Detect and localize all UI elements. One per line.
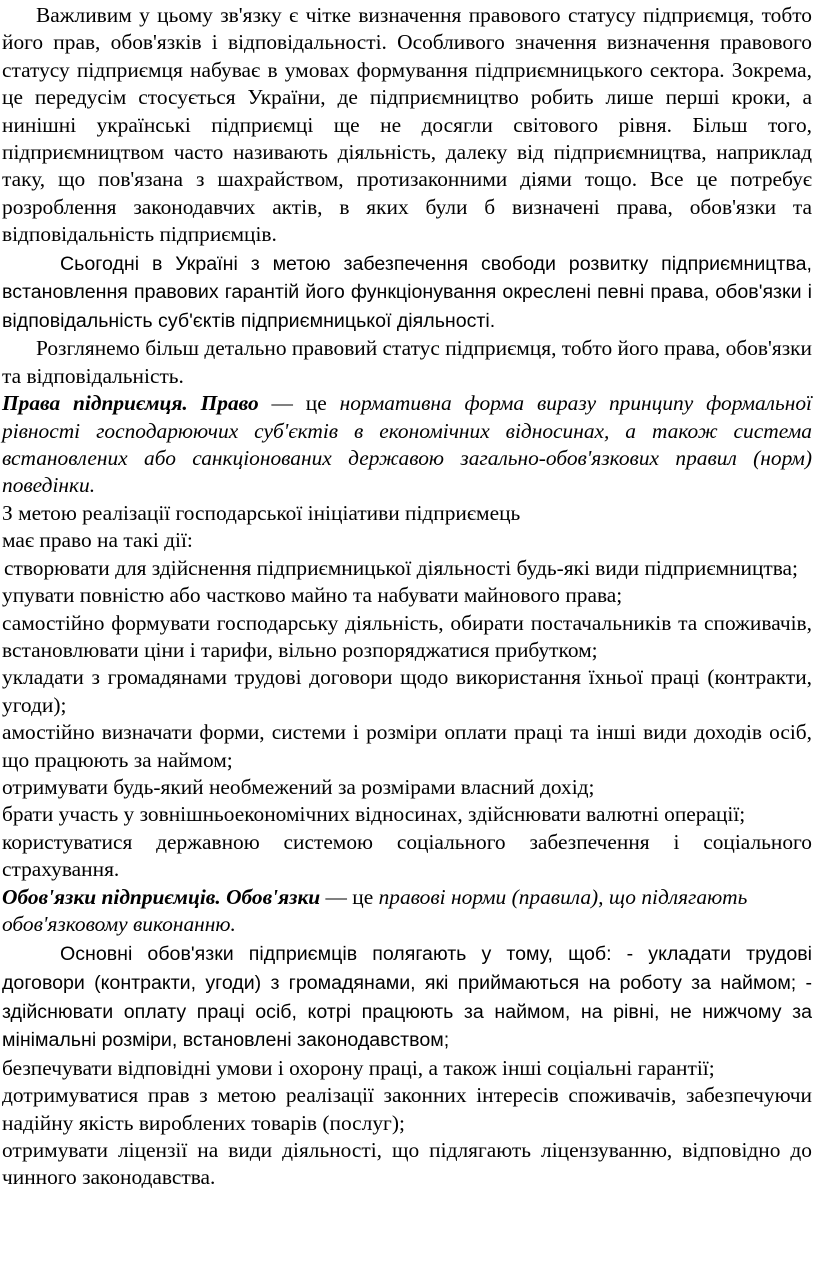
duties-list [2, 1055, 812, 1192]
duties-list-item: дотримуватися прав з метою реалізації законних інтересів споживачів, забезпечуючи надійну якість вироблених товарів (послуг); [2, 1083, 812, 1135]
rights-list-item: брати участь у зовнішньоекономічних відносинах, здійснювати валютні операції; [2, 802, 746, 827]
rights-list-item: укладати з громадянами трудові договори щодо використання їхньої праці (контракти, угоди); [2, 665, 812, 717]
paragraph-main-duties: Основні обов'язки підприємців полягають у тому, щоб: - укладати трудові договори (контракти, угоди) з громадянами, які приймаються на роботу за наймом; - здійснювати оплату праці осіб, котрі працюють за наймом, на рівні, не нижчому за мінімальні розміри, встановлені законодавством; [2, 943, 812, 1052]
duties-dash: — це [320, 884, 379, 909]
rights-term: Право [200, 391, 259, 416]
rights-dash: — це [258, 391, 340, 416]
duties-heading: Обов'язки підприємців. [2, 884, 221, 909]
rights-list-item: створювати для здійснення підприємницької діяльності будь-які види підприємництва; [4, 555, 798, 580]
rights-list-item: користуватися державною системою соціального забезпечення і соціального страхування. [2, 829, 812, 882]
rights-list-item: упувати повністю або частково майно та набувати майнового права; [2, 583, 623, 608]
paragraph-ukraine-guarantees: Сьогодні в Україні з метою забезпечення свободи розвитку підприємництва, встановлення правових гарантій його функціонування окреслені певні права, обов'язки і відповідальність суб'єктів підприємницької діяльності. [2, 252, 812, 332]
rights-list-item: амостійно визначати форми, системи і розміри оплати праці та інші види доходів осіб, що працюють за наймом; [2, 720, 812, 772]
rights-list-item: отримувати будь-який необмежений за розмірами власний дохід; [2, 774, 595, 799]
duties-definition: правові норми (правила), що підлягають обов'язковому виконанню. [2, 884, 748, 936]
duties-list-item: отримувати ліцензії на види діяльності, що підлягають ліцензуванню, відповідно до чинного законодавства. [2, 1137, 812, 1190]
paragraph-consider-status: Розглянемо більш детально правовий статус підприємця, тобто його права, обов'язки та відповідальність. [2, 336, 812, 388]
rights-intro-line-1: З метою реалізації господарської ініціативи підприємець [2, 500, 521, 525]
rights-definition: нормативна форма виразу принципу формальної рівності господарюючих суб'єктів в економічних відносинах, а також система встановлених або санкціонованих державою загально-обов'язкових правил (норм) поведінки. [2, 391, 812, 498]
duties-term: Обов'язки [226, 884, 321, 909]
rights-list [2, 555, 812, 884]
rights-heading: Права підприємця. [2, 391, 188, 416]
paragraph-legal-status-intro: Важливим у цьому зв'язку є чітке визначення правового статусу підприємця, тобто його прав, обов'язків і відповідальності. Особливого значення визначення правового статусу підприємця набуває в умовах формування підприємницького сектора. Зокрема, це передусім стосується України, де підприємництво робить лише перші кроки, а нинішні українські підприємці ще не досягли світового рівня. Більш того, підприємництвом часто називають діяльність, далеку від підприємництва, наприклад таку, що пов'язана з шахрайством, протизаконними діями тощо. Все це потребує розроблення законодавчих актів, в яких були б визначені права, обов'язки та відповідальність підприємців. [2, 3, 812, 247]
duties-list-item: безпечувати відповідні умови і охорону праці, а також інші соціальні гарантії; [2, 1055, 715, 1080]
rights-intro-line-2: має право на такі дії: [2, 528, 193, 553]
rights-definition-paragraph [2, 390, 812, 500]
rights-list-item: самостійно формувати господарську діяльність, обирати постачальників та споживачів, встановлювати ціни і тарифи, вільно розпоряджатися прибутком; [2, 610, 812, 662]
duties-definition-paragraph [2, 884, 812, 939]
